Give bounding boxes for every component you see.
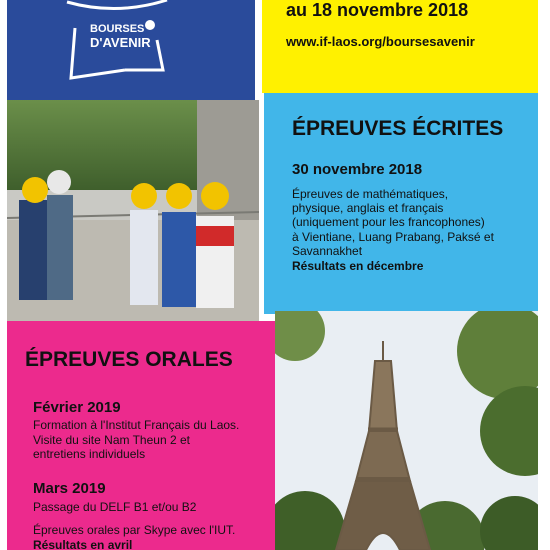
skype-line: Épreuves orales par Skype avec l'IUT. bbox=[33, 523, 236, 537]
deadline-date: au 18 novembre 2018 bbox=[286, 0, 469, 20]
march-line: Passage du DELF B1 et/ou B2 bbox=[33, 500, 197, 514]
march-title: Mars 2019 bbox=[33, 480, 106, 497]
oral-exams-title: ÉPREUVES ORALES bbox=[25, 348, 233, 371]
oral-exams-results: Résultats en avril bbox=[33, 538, 133, 550]
written-exams-line-4: à Vientiane, Luang Prabang, Paksé et bbox=[292, 230, 494, 244]
written-exams-line-5: Savannakhet bbox=[292, 244, 363, 258]
logo-line-2: D'AVENIR bbox=[90, 35, 151, 50]
logo-line-1: BOURSES bbox=[90, 23, 145, 35]
written-exams-panel bbox=[264, 93, 538, 314]
february-title: Février 2019 bbox=[33, 399, 121, 416]
february-line-2: Visite du site Nam Theun 2 et bbox=[33, 433, 190, 447]
february-line-1: Formation à l'Institut Français du Laos. bbox=[33, 418, 240, 432]
logo-text bbox=[90, 22, 151, 50]
logo-panel bbox=[7, 0, 255, 103]
written-exams-line-1: Épreuves de mathématiques, bbox=[292, 187, 449, 201]
written-exams-title: ÉPREUVES ÉCRITES bbox=[292, 117, 504, 140]
logo-graphic bbox=[7, 0, 255, 103]
oral-exams-panel bbox=[7, 321, 280, 550]
written-exams-line-3: (uniquement pour les francophones) bbox=[292, 215, 485, 229]
written-exams-date: 30 novembre 2018 bbox=[292, 161, 423, 178]
eiffel-tower-illustration bbox=[275, 311, 538, 550]
deadline-panel bbox=[262, 0, 538, 93]
written-exams-line-2: physique, anglais et français bbox=[292, 201, 444, 215]
written-exams-results: Résultats en décembre bbox=[292, 259, 424, 273]
eiffel-tower-photo bbox=[275, 311, 538, 550]
students-illustration bbox=[7, 100, 259, 321]
students-photo bbox=[7, 100, 259, 321]
deadline-url[interactable]: www.if-laos.org/boursesavenir bbox=[286, 34, 475, 49]
february-line-3: entretiens individuels bbox=[33, 447, 146, 461]
